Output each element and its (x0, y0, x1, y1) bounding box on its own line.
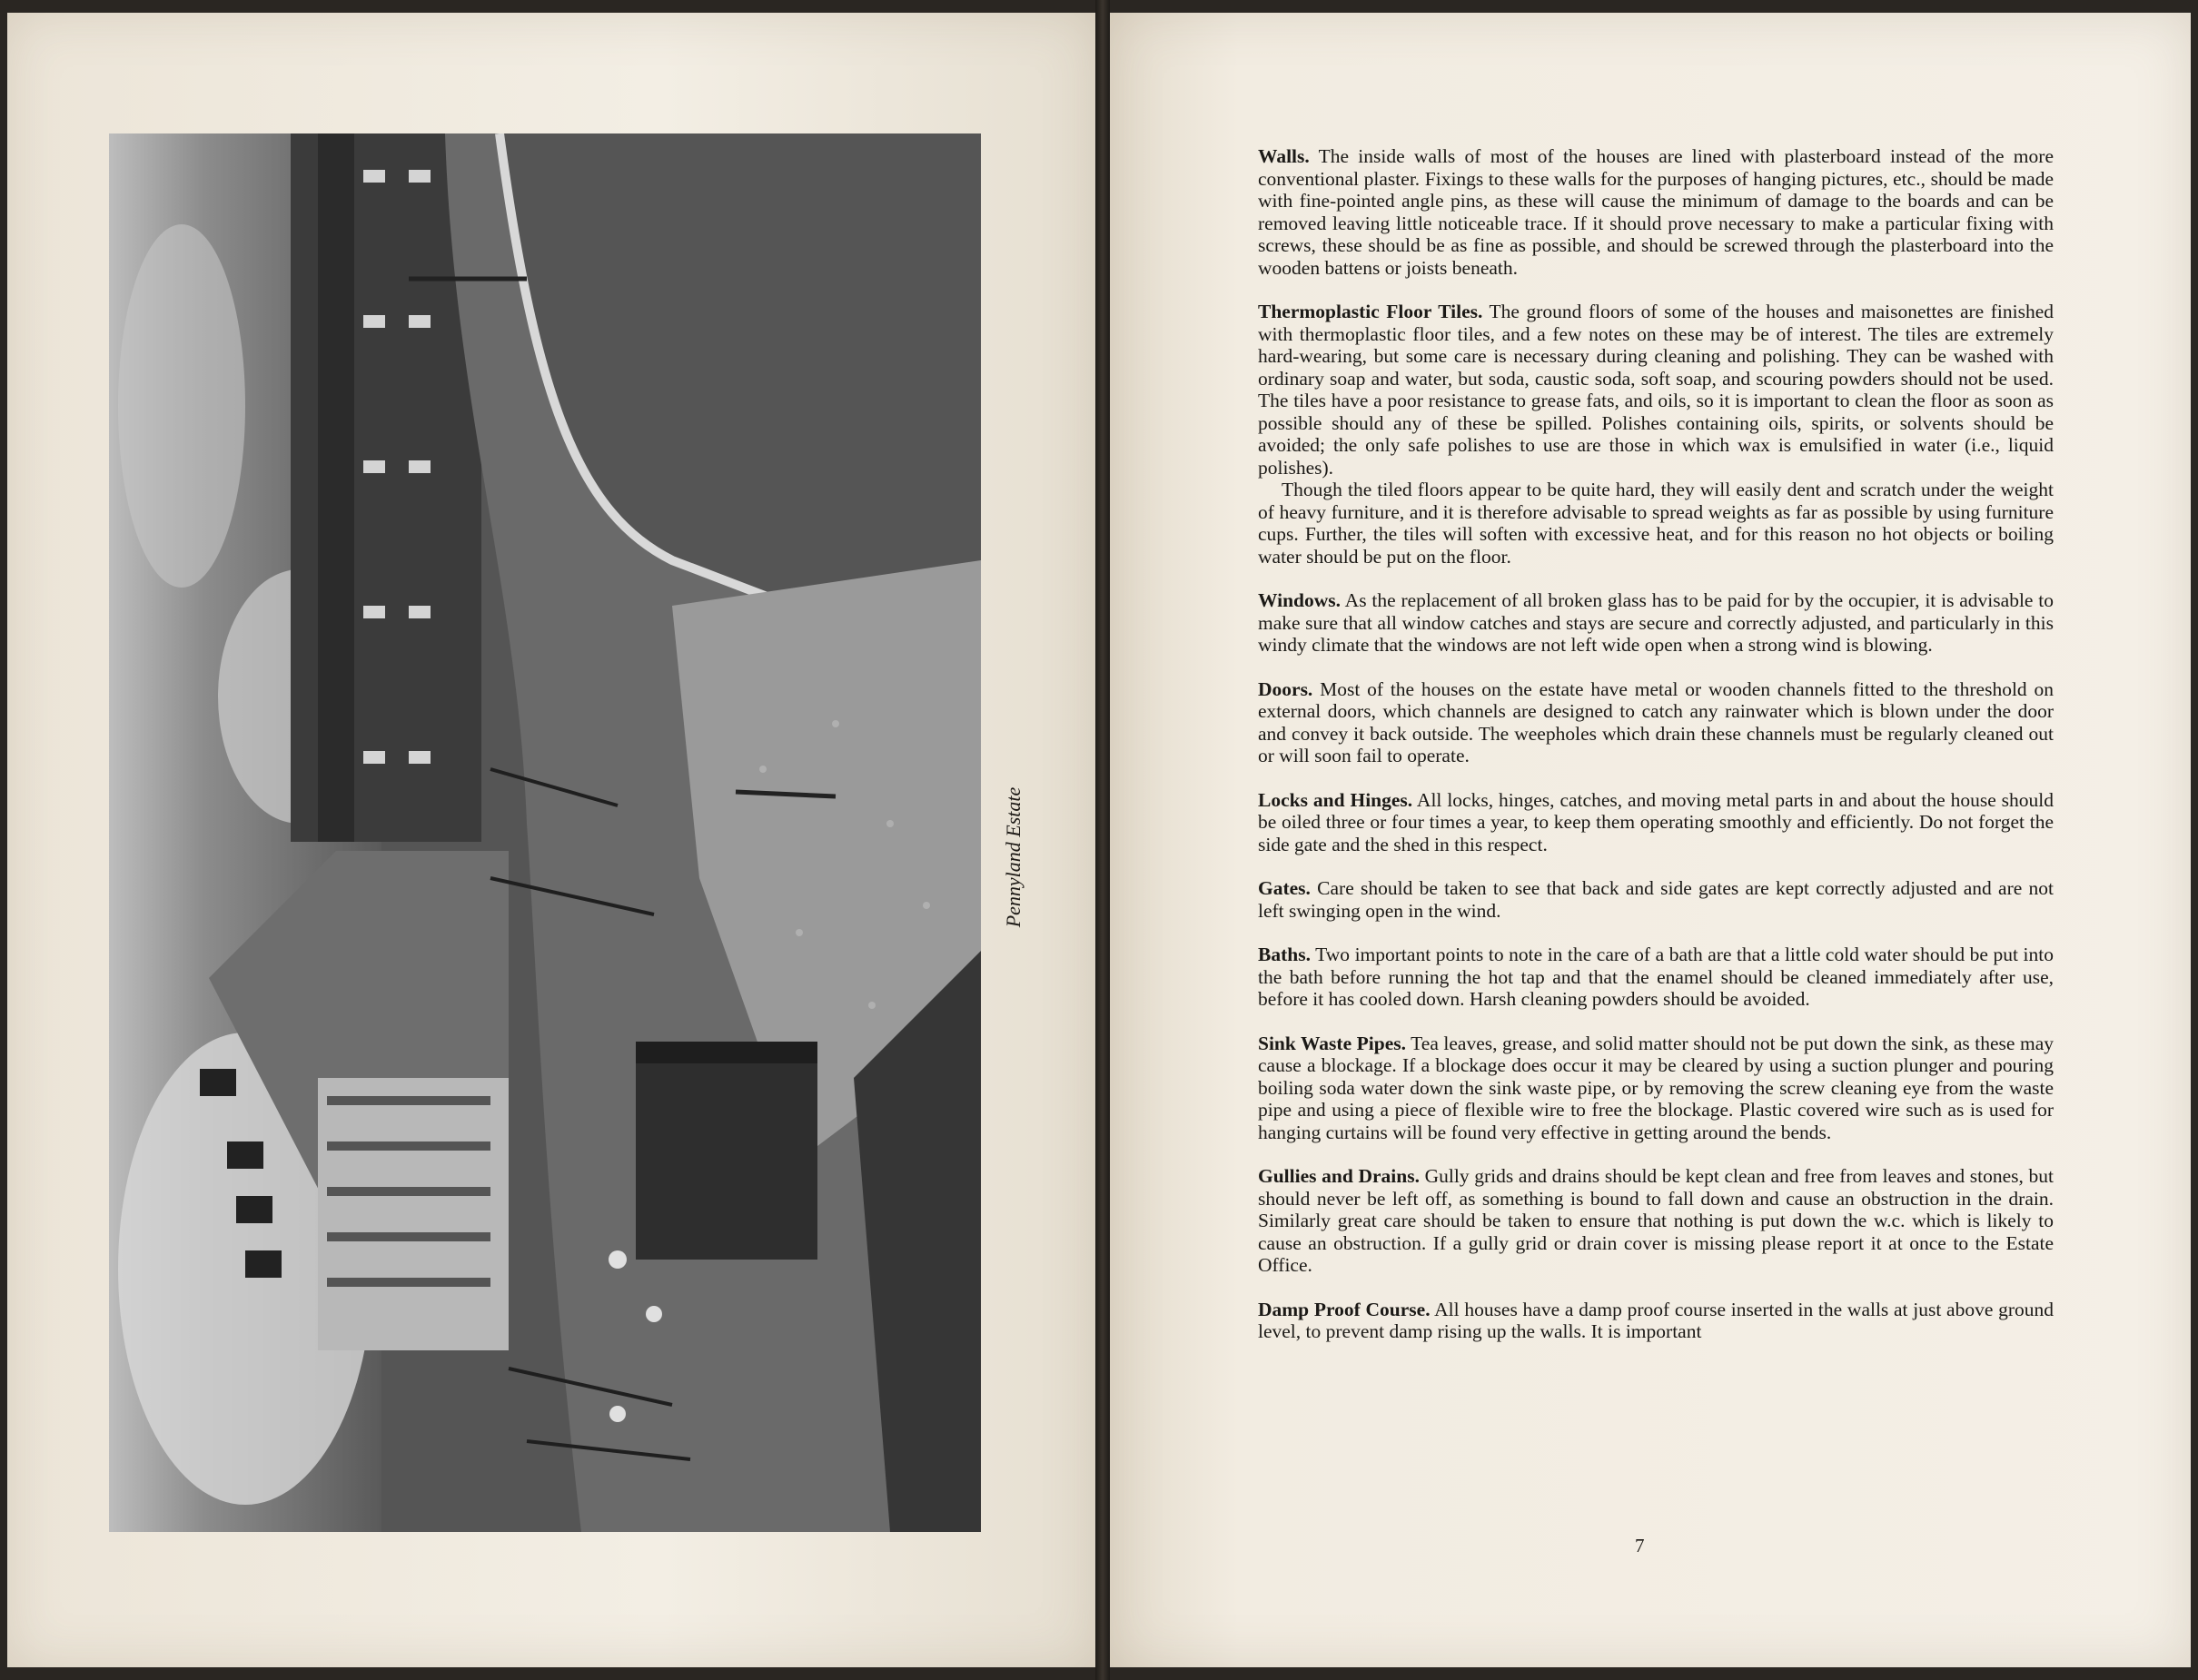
estate-photograph (109, 133, 981, 1532)
book-gutter (1095, 0, 1110, 1680)
photo-caption: Pennyland Estate (1002, 786, 1025, 928)
section-locks-and-hinges: Locks and Hinges. All locks, hinges, catches, and moving metal parts in and about the house should be oiled three or four times a year, to keep them operating smoothly and efficiently. Do not forget the side gate and the shed in this respect. (1258, 788, 2054, 855)
section-doors: Doors. Most of the houses on the estate have metal or wooden channels fitted to the threshold on external doors, which channels are designed to catch any rainwater which is blown under the door and convey it back outside. The weepholes which drain these channels must be regularly cleaned out or will soon fail to operate. (1258, 677, 2054, 766)
section-gates: Gates. Care should be taken to see that back and side gates are kept correctly adjusted and are not left swinging open in the wind. (1258, 877, 2054, 922)
section-sink-waste-pipes: Sink Waste Pipes. Tea leaves, grease, and solid matter should not be put down the sink, as these may cause a blockage. If a blockage does occur it may be cleared by using a suction plunger and pouring boiling soda water down the sink waste pipe, or by removing the screw cleaning eye from the waste pipe and using a piece of flexible wire to free the blockage. Plastic covered wire such as is used for hanging curtains will be found very effective in getting around the bends. (1258, 1032, 2054, 1143)
photo-illustration (109, 133, 981, 1532)
section-gullies-and-drains: Gullies and Drains. Gully grids and drains should be kept clean and free from leaves and stones, but should never be left off, as something is bound to fall down and cause an obstruction in the drain. Similarly great care should be taken to ensure that nothing is put down the w.c. which is likely to cause an obstruction. If a gully grid or drain cover is missing please report it at once to the Estate Office. (1258, 1165, 2054, 1276)
page-number: 7 (1635, 1535, 1645, 1556)
section-baths: Baths. Two important points to note in the care of a bath are that a little cold water should be put into the bath before running the hot tap and that the enamel should be cleaned immediately after use, before it has cooled down. Harsh cleaning powders should be avoided. (1258, 944, 2054, 1010)
section-windows: Windows. As the replacement of all broken glass has to be paid for by the occupier, it is advisable to make sure that all window catches and stays are secure and correctly adjusted, and particularly in this windy climate that the windows are not left wide open when a strong wind is blowing. (1258, 589, 2054, 656)
left-page (7, 13, 1095, 1667)
section-damp-proof-course: Damp Proof Course. All houses have a damp proof course inserted in the walls at just above ground level, to prevent damp rising up the walls. It is important (1258, 1298, 2054, 1342)
section-floor-tiles-continued: Though the tiled floors appear to be quite hard, they will easily dent and scratch under the weight of heavy furniture, and it is therefore advisable to spread weights as far as possible by using furniture cups. Further, the tiles will soften with excessive heat, and for this reason no hot objects or boiling water should be put on the floor. (1258, 479, 2054, 568)
section-thermoplastic-floor-tiles: Thermoplastic Floor Tiles. The ground floors of some of the houses and maisonettes are finished with thermoplastic floor tiles, and a few notes on these may be of interest. The tiles are extremely hard-wearing, but some care is necessary during cleaning and polishing. They can be washed with ordinary soap and water, but soda, caustic soda, soft soap, and scouring powders should not be used. The tiles have a poor resistance to grease fats, and oils, so it is important to clean the floor as soon as possible should any of these be spilled. Polishes containing oils, spirits, or solvents should be avoided; the only safe polishes to use are those in which wax is emulsified in water (i.e., liquid polishes). (1258, 301, 2054, 479)
maintenance-text-column (1258, 145, 2054, 1365)
section-walls: Walls. The inside walls of most of the houses are lined with plasterboard instead of the more conventional plaster. Fixings to these walls for the purposes of hanging pictures, etc., should be made with fine-pointed angle pins, as these will cause the minimum of damage to the boards and can be removed leaving little noticeable trace. If it should prove necessary to make a particular fixing with screws, these should be as fine as possible, and should be screwed through the plasterboard into the wooden battens or joists beneath. (1258, 145, 2054, 279)
